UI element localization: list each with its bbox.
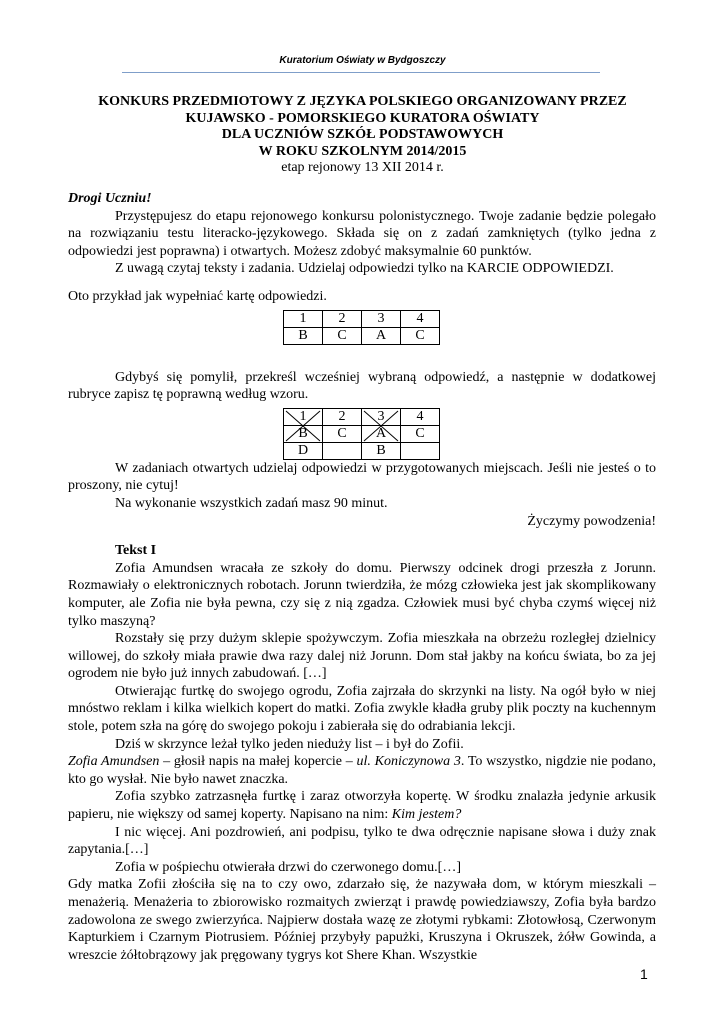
number-value: 1 (299, 408, 307, 424)
text-fragment: Zofia szybko zatrzasnęła furtkę i zaraz otworzyła kopertę. W środku znalazła jedynie arkusik papieru, nie większy od samej koperty. Napisano na nim: (68, 789, 656, 823)
correction-cell: B (362, 442, 401, 459)
document-body (68, 190, 656, 964)
text-1-paragraph-2: Rozstały się przy dużym sklepie spożywczym. Zofia mieszkała na obrzeżu rozległej dzielnicy willowej, do szkoły miała prawie dwa razy dalej niż Jorunn. Dom stał jakby na końcu świata, bo za jej ogrodem nie było już innych zabudowań. […] (68, 631, 656, 682)
closing-wish: Życzymy powodzenia! (527, 513, 656, 529)
text-fragment: – głosił napis na małej kopercie – (159, 754, 357, 770)
number-cell: 1 (284, 310, 323, 327)
page-title (60, 94, 665, 177)
title-line-3: DLA UCZNIÓW SZKÓŁ PODSTAWOWYCH (221, 127, 504, 142)
number-value: 3 (377, 408, 385, 424)
answer-card-correction-example (283, 408, 440, 460)
text-1-paragraph-7: I nic więcej. Ani pozdrowień, ani podpisu, tylko te dwa odręcznie napisane słowa i duży znak zapytania.[…] (68, 824, 656, 858)
text-1-paragraph-3: Otwierając furtkę do swojego ogrodu, Zofia zajrzała do skrzynki na listy. Na ogół było w niej mnóstwo reklam i kilka wielkich kopert do matki. Zofia zwykle kładła gruby plik poczty na kuchennym stole, potem szła na górę do swojego pokoju i zabierała się do odrabiania lekcji. (68, 683, 656, 735)
table-row (284, 425, 440, 442)
page-number: 1 (640, 966, 648, 982)
table-row (284, 408, 440, 425)
table-row (284, 310, 440, 327)
text-1-paragraph-6 (68, 788, 656, 823)
correction-cell: D (284, 442, 323, 459)
table-row (284, 327, 440, 344)
table-row (284, 442, 440, 459)
letter-question: Kim jestem? (391, 807, 462, 823)
answer-cell: C (401, 425, 440, 442)
text-1-paragraph-8: Zofia w pośpiechu otwierała drzwi do czerwonego domu.[…] (115, 859, 461, 875)
title-stage-date: etap rejonowy 13 XII 2014 r. (281, 160, 444, 175)
correction-cell (401, 442, 440, 459)
answer-cell: C (323, 425, 362, 442)
answer-card-example (283, 310, 440, 345)
greeting: Drogi Uczniu! (68, 191, 152, 206)
answer-cell: C (323, 327, 362, 344)
text-1-heading: Tekst I (115, 543, 157, 559)
number-cell: 2 (323, 408, 362, 425)
correction-cell (323, 442, 362, 459)
addressee-name: Zofia Amundsen (68, 754, 160, 770)
header-institution: Kuratorium Oświaty w Bydgoszczy (279, 55, 446, 66)
intro-paragraph-6: Na wykonanie wszystkich zadań masz 90 minut. (115, 495, 388, 511)
number-cell (284, 408, 323, 425)
text-fragment: . To wszystko, nigdzie nie podano, kto go wysłał. Nie było nawet znaczka. (68, 754, 656, 787)
text-1-paragraph-1: Zofia Amundsen wracała ze szkoły do domu. Pierwszy odcinek drogi przeszła z Jorunn. Rozmawiały o elektronicznych robotach. Jorunn twierdziła, że mózg człowieka jest jak skomplikowany komputer, ale Zofia nie była pewna, czy się z nią zgadza. Człowiek musi być chyba czymś więcej niż tylko maszyną? (68, 560, 656, 629)
title-line-4: W ROKU SZKOLNYM 2014/2015 (258, 143, 467, 159)
address: ul. Koniczynowa 3 (356, 754, 461, 770)
intro-paragraph-5: W zadaniach otwartych udzielaj odpowiedzi w przygotowanych miejscach. Jeśli nie jesteś o to proszony, nie cytuj! (68, 460, 656, 494)
answer-cell: A (362, 425, 401, 442)
intro-paragraph-4: Gdybyś się pomylił, przekreśl wcześniej wybraną odpowiedź, a następnie w dodatkowej rubryce zapisz tę poprawną według wzoru. (68, 369, 656, 403)
text-1-paragraph-5 (68, 753, 656, 788)
number-cell (362, 408, 401, 425)
number-cell: 4 (401, 408, 440, 425)
header-rule (122, 72, 600, 73)
number-cell: 4 (401, 310, 440, 327)
text-1-paragraph-4: Dziś w skrzynce leżał tylko jeden nieduży list – i był do Zofii. (115, 736, 464, 752)
intro-paragraph-1: Przystępujesz do etapu rejonowego konkursu polonistycznego. Twoje zadanie będzie polegało na rozwiązaniu testu literacko-językowego. Składa się on z zadań zamkniętych (tylko jedna z odpowiedzi jest poprawna) i otwartych. Możesz zdobyć maksymalnie 60 punktów. (68, 208, 656, 259)
number-cell: 2 (323, 310, 362, 327)
answer-cell: B (284, 425, 323, 442)
title-line-1: KONKURS PRZEDMIOTOWY Z JĘZYKA POLSKIEGO ORGANIZOWANY PRZEZ (98, 94, 627, 109)
answer-cell: B (284, 327, 323, 344)
intro-paragraph-2: Z uwagą czytaj teksty i zadania. Udzielaj odpowiedzi tylko na KARCIE ODPOWIEDZI. (115, 261, 614, 277)
intro-paragraph-3: Oto przykład jak wypełniać kartę odpowiedzi. (68, 288, 327, 304)
title-line-2: KUJAWSKO - POMORSKIEGO KURATORA OŚWIATY (185, 110, 540, 126)
text-1-paragraph-9: Gdy matka Zofii złościła się na to czy owo, zdarzało się, że nazywała dom, w którym mieszkali – menażerią. Menażeria to zbiorowisko rozmaitych zwierząt i prawdę powiedziawszy, Zofia była bardzo zadowolona ze swego zwierzyńca. Najpierw dostała wazę ze złotymi rybkami: Złotowłosą, Czerwonym Kapturkiem i Czarnym Piotrusiem. Później przybyły papużki, Kruszyna i Okruszek, żółw Gowinda, a wreszcie żółtobrązowy jak pręgowany tygrys kot Shere Khan. Wszystkie (68, 877, 656, 963)
answer-cell: C (401, 327, 440, 344)
answer-cell: A (362, 327, 401, 344)
number-cell: 3 (362, 310, 401, 327)
